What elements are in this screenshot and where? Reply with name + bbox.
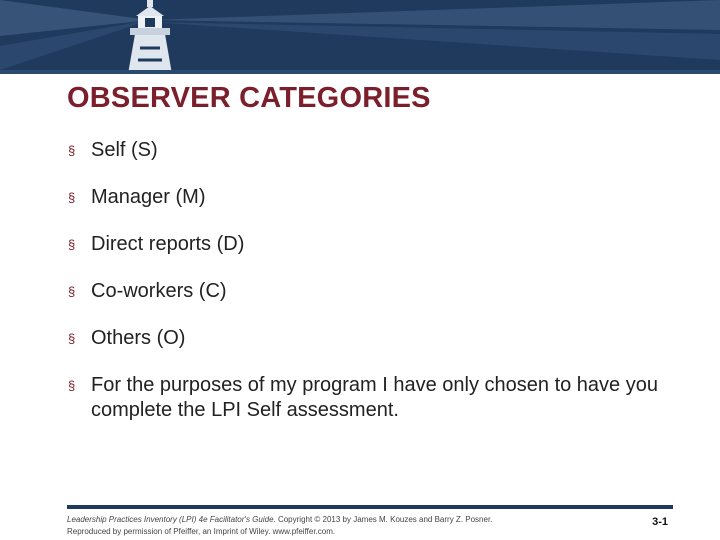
bullet-marker: §: [68, 331, 76, 346]
footer-copyright: Copyright © 2013 by James M. Kouzes and Barry Z. Posner.: [275, 515, 493, 524]
bullet-text: Others (O): [91, 327, 186, 349]
bullet-text: Co-workers (C): [91, 280, 227, 302]
slide-title: OBSERVER CATEGORIES: [67, 82, 431, 114]
bullet-marker: §: [68, 143, 76, 158]
bullet-list: [67, 138, 667, 445]
bullet-text: Manager (M): [91, 186, 206, 208]
bullet-marker: §: [68, 237, 76, 252]
bullet-item: [67, 185, 667, 210]
bullet-marker: §: [68, 190, 76, 205]
bullet-marker: §: [68, 378, 76, 393]
bullet-text: Direct reports (D): [91, 233, 245, 255]
bullet-text: Self (S): [91, 139, 158, 161]
bullet-item: [67, 326, 667, 351]
footer-divider: [67, 505, 673, 509]
bullet-item: [67, 373, 667, 423]
bullet-item: [67, 279, 667, 304]
header-banner: [0, 0, 720, 74]
bullet-item: [67, 138, 667, 163]
footer-reproduced: Reproduced by permission of Pfeiffer, an Imprint of Wiley. www.pfeiffer.com.: [67, 527, 336, 536]
bullet-marker: §: [68, 284, 76, 299]
lighthouse-icon: [0, 0, 720, 74]
page-number: 3-1: [652, 516, 668, 528]
footer-book-title: Leadership Practices Inventory (LPI) 4e Facilitator's Guide.: [67, 515, 276, 524]
bullet-text: For the purposes of my program I have only chosen to have you complete the LPI Self assessment.: [91, 374, 658, 421]
footer-citation: [67, 514, 587, 538]
bullet-item: [67, 232, 667, 257]
